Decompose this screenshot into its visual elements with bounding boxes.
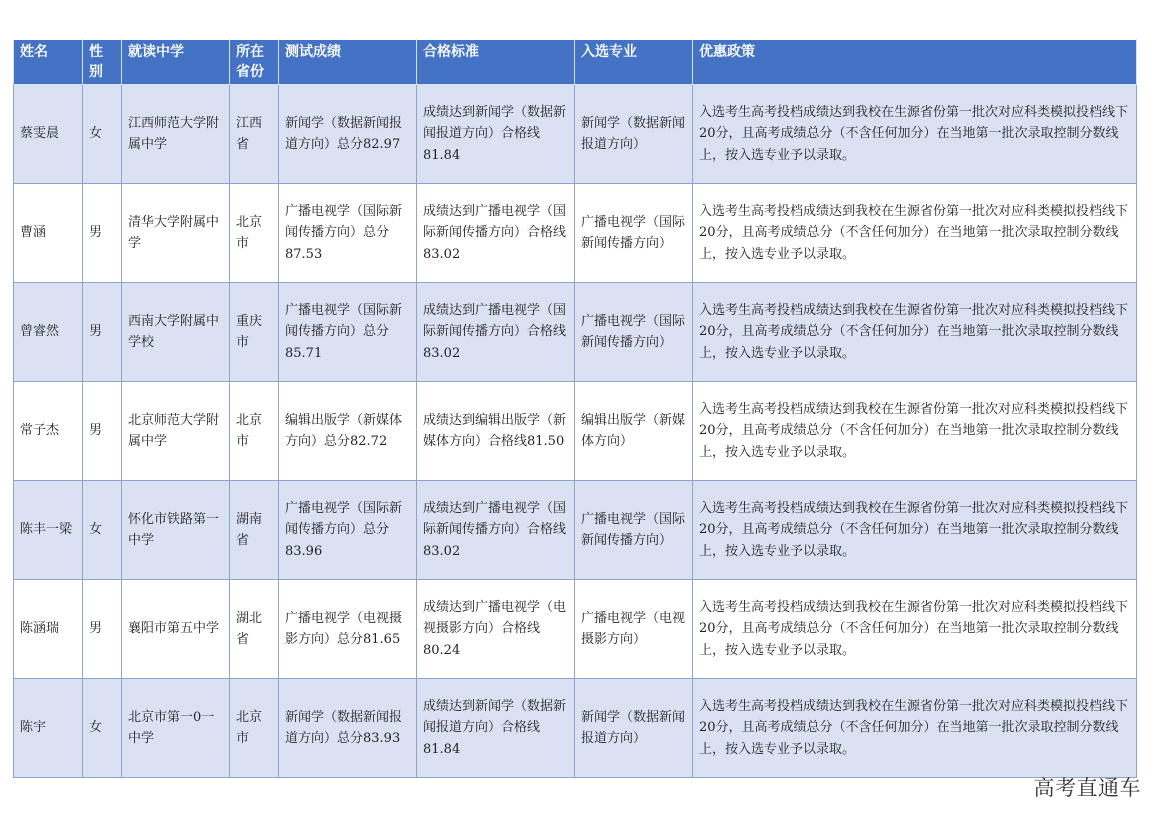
cell-gender: 男 — [83, 184, 122, 283]
cell-province: 北京市 — [230, 679, 279, 778]
watermark-text: 高考直通车 — [1033, 776, 1141, 800]
cell-policy: 入选考生高考投档成绩达到我校在生源省份第一批次对应科类模拟投档线下20分，且高考成绩总分（不含任何加分）在当地第一批次录取控制分数线上，按入选专业予以录取。 — [693, 481, 1137, 580]
header-school: 就读中学 — [122, 40, 230, 85]
cell-gender: 男 — [83, 382, 122, 481]
cell-policy: 入选考生高考投档成绩达到我校在生源省份第一批次对应科类模拟投档线下20分，且高考成绩总分（不含任何加分）在当地第一批次录取控制分数线上，按入选专业予以录取。 — [693, 382, 1137, 481]
cell-school: 襄阳市第五中学 — [122, 580, 230, 679]
cell-province: 湖北省 — [230, 580, 279, 679]
table-row — [14, 184, 1137, 283]
cell-policy: 入选考生高考投档成绩达到我校在生源省份第一批次对应科类模拟投档线下20分，且高考成绩总分（不含任何加分）在当地第一批次录取控制分数线上，按入选专业予以录取。 — [693, 184, 1137, 283]
cell-major: 广播电视学（国际新闻传播方向） — [575, 481, 693, 580]
admission-results-table — [13, 39, 1137, 778]
table-row — [14, 481, 1137, 580]
header-row — [14, 40, 1137, 85]
header-province: 所在省份 — [230, 40, 279, 85]
cell-policy: 入选考生高考投档成绩达到我校在生源省份第一批次对应科类模拟投档线下20分，且高考成绩总分（不含任何加分）在当地第一批次录取控制分数线上，按入选专业予以录取。 — [693, 679, 1137, 778]
cell-standard: 成绩达到新闻学（数据新闻报道方向）合格线81.84 — [417, 85, 575, 184]
cell-score: 广播电视学（国际新闻传播方向）总分85.71 — [279, 283, 417, 382]
cell-province: 重庆市 — [230, 283, 279, 382]
header-standard: 合格标准 — [417, 40, 575, 85]
header-major: 入选专业 — [575, 40, 693, 85]
header-gender: 性别 — [83, 40, 122, 85]
cell-policy: 入选考生高考投档成绩达到我校在生源省份第一批次对应科类模拟投档线下20分，且高考成绩总分（不含任何加分）在当地第一批次录取控制分数线上，按入选专业予以录取。 — [693, 580, 1137, 679]
cell-major: 广播电视学（国际新闻传播方向） — [575, 283, 693, 382]
cell-score: 新闻学（数据新闻报道方向）总分82.97 — [279, 85, 417, 184]
cell-policy: 入选考生高考投档成绩达到我校在生源省份第一批次对应科类模拟投档线下20分，且高考成绩总分（不含任何加分）在当地第一批次录取控制分数线上，按入选专业予以录取。 — [693, 85, 1137, 184]
cell-gender: 男 — [83, 283, 122, 382]
cell-name: 陈涵瑞 — [14, 580, 83, 679]
cell-standard: 成绩达到广播电视学（国际新闻传播方向）合格线83.02 — [417, 283, 575, 382]
header-name: 姓名 — [14, 40, 83, 85]
table-row — [14, 85, 1137, 184]
cell-school: 西南大学附属中学校 — [122, 283, 230, 382]
cell-school: 怀化市铁路第一中学 — [122, 481, 230, 580]
cell-standard: 成绩达到新闻学（数据新闻报道方向）合格线81.84 — [417, 679, 575, 778]
cell-major: 广播电视学（国际新闻传播方向） — [575, 184, 693, 283]
cell-score: 新闻学（数据新闻报道方向）总分83.93 — [279, 679, 417, 778]
table-row — [14, 382, 1137, 481]
cell-province: 北京市 — [230, 382, 279, 481]
cell-name: 常子杰 — [14, 382, 83, 481]
cell-major: 编辑出版学（新媒体方向） — [575, 382, 693, 481]
cell-policy: 入选考生高考投档成绩达到我校在生源省份第一批次对应科类模拟投档线下20分，且高考成绩总分（不含任何加分）在当地第一批次录取控制分数线上，按入选专业予以录取。 — [693, 283, 1137, 382]
cell-standard: 成绩达到广播电视学（国际新闻传播方向）合格线83.02 — [417, 481, 575, 580]
cell-province: 北京市 — [230, 184, 279, 283]
header-score: 测试成绩 — [279, 40, 417, 85]
cell-name: 曹涵 — [14, 184, 83, 283]
cell-name: 曾睿然 — [14, 283, 83, 382]
cell-major: 新闻学（数据新闻报道方向） — [575, 679, 693, 778]
cell-major: 广播电视学（电视摄影方向） — [575, 580, 693, 679]
table-header — [14, 40, 1137, 85]
cell-school: 江西师范大学附属中学 — [122, 85, 230, 184]
cell-score: 广播电视学（电视摄影方向）总分81.65 — [279, 580, 417, 679]
cell-major: 新闻学（数据新闻报道方向） — [575, 85, 693, 184]
cell-gender: 女 — [83, 481, 122, 580]
cell-school: 北京市第一0一中学 — [122, 679, 230, 778]
table-body — [14, 85, 1137, 778]
cell-province: 湖南省 — [230, 481, 279, 580]
table-row — [14, 580, 1137, 679]
cell-school: 北京师范大学附属中学 — [122, 382, 230, 481]
cell-score: 编辑出版学（新媒体方向）总分82.72 — [279, 382, 417, 481]
header-policy: 优惠政策 — [693, 40, 1137, 85]
cell-name: 蔡雯晨 — [14, 85, 83, 184]
table-row — [14, 283, 1137, 382]
cell-standard: 成绩达到广播电视学（电视摄影方向）合格线80.24 — [417, 580, 575, 679]
cell-standard: 成绩达到广播电视学（国际新闻传播方向）合格线83.02 — [417, 184, 575, 283]
cell-gender: 女 — [83, 679, 122, 778]
cell-name: 陈丰一梁 — [14, 481, 83, 580]
cell-score: 广播电视学（国际新闻传播方向）总分87.53 — [279, 184, 417, 283]
cell-school: 清华大学附属中学 — [122, 184, 230, 283]
cell-province: 江西省 — [230, 85, 279, 184]
cell-score: 广播电视学（国际新闻传播方向）总分83.96 — [279, 481, 417, 580]
cell-standard: 成绩达到编辑出版学（新媒体方向）合格线81.50 — [417, 382, 575, 481]
cell-gender: 男 — [83, 580, 122, 679]
cell-gender: 女 — [83, 85, 122, 184]
cell-name: 陈宇 — [14, 679, 83, 778]
table-row — [14, 679, 1137, 778]
